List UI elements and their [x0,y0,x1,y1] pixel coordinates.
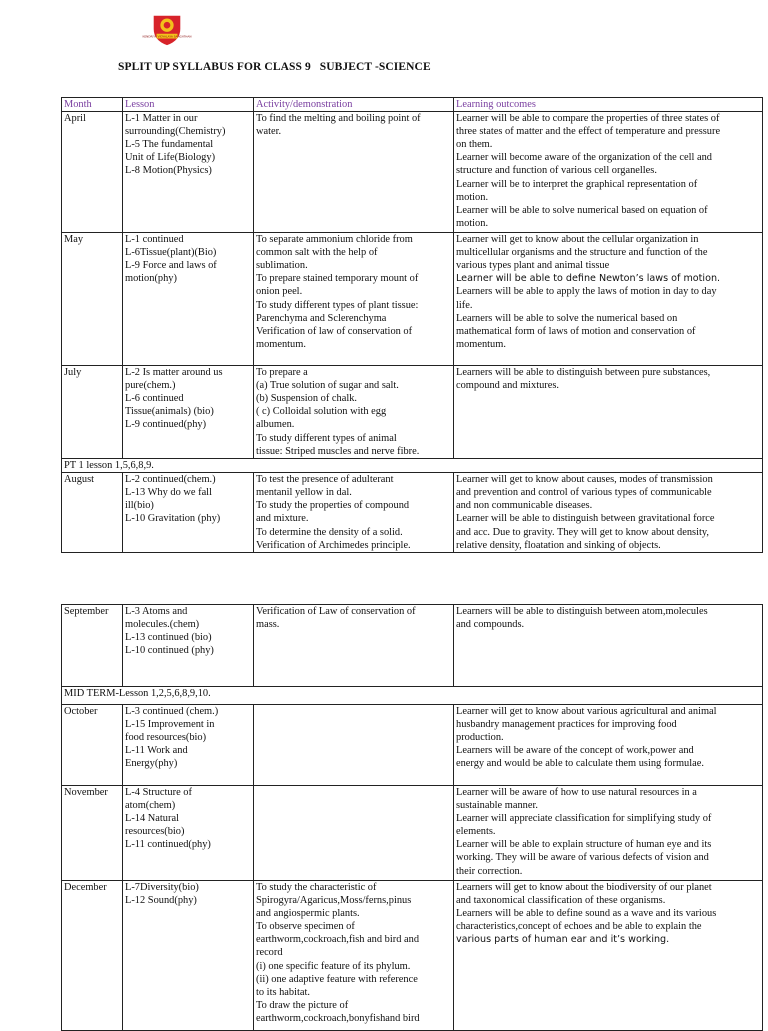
lesson-cell-line: L-12 Sound(phy) [125,895,197,907]
outcomes-cell-line: Learner will be able to compare the properties of three states of [456,113,720,125]
outcomes-cell-line: compound and mixtures. [456,380,560,392]
lesson-cell-line: motion(phy) [125,273,177,285]
outcomes-cell [454,705,763,786]
lesson-cell-line: Energy(phy) [125,758,178,770]
outcomes-cell [454,233,763,366]
outcomes-cell-line: Learner will become aware of the organization of the cell and [456,152,712,164]
lesson-cell-line: L-13 continued (bio) [125,632,212,644]
pt1-label: PT 1 lesson 1,5,6,8,9. [62,459,763,473]
activity-cell-line: ( c) Colloidal solution with egg [256,406,387,418]
midterm-label-row [62,687,763,705]
outcomes-cell-line: Learner will be able to solve numerical based on equation of [456,204,708,216]
month-cell: May [62,233,123,366]
activity-cell-line: To study the characteristic of [256,882,377,893]
month-cell: July [62,366,123,459]
outcomes-cell-line: Learner will get to know about the cellular organization in [456,234,699,246]
activity-cell [254,605,454,687]
outcomes-cell-line: energy and would be able to calculate them using formulae. [456,758,704,770]
activity-cell-line: To find the melting and boiling point of [256,113,421,125]
activity-cell-line: albumen. [256,419,295,431]
outcomes-cell-line: three states of matter and the effect of temperature and pressure [456,126,721,138]
lesson-cell-line: resources(bio) [125,826,185,838]
outcomes-cell-line: Learner will appreciate classification for simplifying study of [456,813,712,825]
outcomes-cell-line: Learners will be able to define sound as a wave and its various [456,908,717,920]
table-row [62,112,763,233]
activity-cell-line: earthworm,cockroach,fish and bird and [256,934,420,946]
outcomes-cell-line: and taxonomical classification of these organisms. [456,895,666,907]
activity-cell-line: water. [256,126,282,138]
activity-cell-line: To separate ammonium chloride from [256,234,413,246]
activity-cell-line: Parenchyma and Sclerenchyma [256,312,387,324]
column-header: Month [62,98,123,112]
outcomes-cell [454,112,763,233]
lesson-cell-line: Unit of Life(Biology) [125,152,216,164]
activity-cell-line: To prepare a [256,367,308,379]
lesson-cell-line: L-15 Improvement in [125,719,215,731]
lesson-cell-line: L-11 Work and [125,745,188,757]
activity-cell-line: (a) True solution of sugar and salt. [256,380,399,392]
activity-cell [254,705,454,786]
activity-cell-line: onion peel. [256,286,303,298]
outcomes-cell-line: motion. [456,191,489,203]
lesson-cell [123,366,254,459]
outcomes-cell-line: and compounds. [456,619,525,631]
outcomes-cell-line: characteristics,concept of echoes and be able to explain the [456,921,702,933]
activity-cell [254,366,454,459]
outcomes-cell-line: elements. [456,826,496,838]
lesson-cell-line: L-5 The fundamental [125,139,214,151]
activity-cell-line: To study different types of plant tissue: [256,299,419,311]
outcomes-cell-line: husbandry management practices for improving food [456,719,677,731]
activity-cell [254,473,454,553]
lesson-cell-line: L-2 continued(chem.) [125,474,216,486]
lesson-cell [123,786,254,881]
outcomes-cell-line: and prevention and control of various types of communicable [456,487,712,499]
lesson-cell-line: L-10 Gravitation (phy) [125,513,221,525]
lesson-cell-line: L-9 Force and laws of [125,260,217,272]
outcomes-cell [454,605,763,687]
syllabus-table-part-2 [61,604,763,1031]
activity-cell-line: Verification of Archimedes principle. [256,539,411,551]
lesson-cell [123,233,254,366]
lesson-cell-line: pure(chem.) [125,380,176,392]
outcomes-cell-line: Learner will get to know about various agricultural and animal [456,706,717,717]
outcomes-cell-line: Learner will get to know about causes, modes of transmission [456,474,713,486]
month-cell: April [62,112,123,233]
month-cell: September [62,605,123,687]
activity-cell-line: and mixture. [256,513,309,525]
table-row [62,366,763,459]
outcomes-cell-line: multicellular organisms and the structure and function of the [456,247,708,259]
activity-cell-line: To study different types of animal [256,432,397,444]
table-header-row [62,98,763,112]
column-header: Learning outcomes [454,98,763,112]
outcomes-cell-line: sustainable manner. [456,800,538,812]
midterm-label: MID TERM-Lesson 1,2,5,6,8,9,10. [62,687,763,705]
lesson-cell-line: L-6Tissue(plant)(Bio) [125,247,217,259]
activity-cell-line: To determine the density of a solid. [256,526,403,538]
activity-cell-line: tissue: Striped muscles and nerve fibre. [256,445,420,457]
lesson-cell-line: L-7Diversity(bio) [125,882,199,893]
activity-cell-line: common salt with the help of [256,247,378,259]
outcomes-cell-line: and acc. Due to gravity. They will get to know about density, [456,526,709,538]
lesson-cell-line: L-1 Matter in our [125,113,198,125]
outcomes-cell [454,366,763,459]
lesson-cell-line: molecules.(chem) [125,619,200,631]
month-cell: November [62,786,123,881]
outcomes-cell-line: production. [456,732,504,744]
outcomes-cell-line: life. [456,299,473,311]
column-header: Activity/demonstration [254,98,454,112]
lesson-cell-line: L-9 continued(phy) [125,419,207,431]
table-row [62,786,763,881]
activity-cell-line: (b) Suspension of chalk. [256,393,358,405]
activity-cell [254,233,454,366]
lesson-cell-line: food resources(bio) [125,732,207,744]
activity-cell-line: mass. [256,619,280,631]
lesson-cell-line: L-3 continued (chem.) [125,706,219,717]
outcomes-cell [454,881,763,1031]
outcomes-cell-line: and non communicable diseases. [456,500,593,512]
lesson-cell-line: L-13 Why do we fall [125,487,212,499]
outcomes-cell-line: Learner will be able to distinguish between gravitational force [456,513,715,525]
kvs-logo-icon [142,10,192,48]
lesson-cell-line: L-10 continued (phy) [125,645,214,657]
lesson-cell-line: L-11 continued(phy) [125,839,211,851]
outcomes-cell-line: relative density, floatation and sinking of objects. [456,539,661,551]
lesson-cell [123,605,254,687]
activity-cell-line: To prepare stained temporary mount of [256,273,419,285]
activity-cell [254,112,454,233]
outcomes-cell-line: Learner will be able to explain structure of human eye and its [456,839,712,851]
outcomes-cell-line: mathematical form of laws of motion and conservation of [456,325,696,337]
activity-cell-line: sublimation. [256,260,308,272]
outcomes-cell-line: Learner will be aware of how to use natural resources in a [456,787,697,798]
page-title: SPLIT UP SYLLABUS FOR CLASS 9 SUBJECT -SCIENCE [118,61,431,73]
lesson-cell [123,473,254,553]
table-row [62,705,763,786]
outcomes-cell-line: Learners will be able to apply the laws of motion in day to day [456,286,717,298]
activity-cell-line: momentum. [256,338,306,350]
lesson-cell-line: surrounding(Chemistry) [125,126,226,138]
table-row [62,233,763,366]
outcomes-cell-line: Learners will get to know about the biodiversity of our planet [456,882,712,893]
outcomes-cell-line: structure and function of various cell organelles. [456,165,657,177]
activity-cell-line: To study the properties of compound [256,500,410,512]
lesson-cell-line: ill(bio) [125,500,154,512]
activity-cell-line: mentanil yellow in dal. [256,487,352,499]
month-cell: October [62,705,123,786]
activity-cell-line: record [256,947,283,959]
activity-cell-line: To draw the picture of [256,999,349,1011]
activity-cell-line: Verification of law of conservation of [256,325,413,337]
lesson-cell-line: L-4 Structure of [125,787,192,798]
syllabus-table-part-1 [61,97,763,553]
month-cell: August [62,473,123,553]
month-cell: December [62,881,123,1031]
outcomes-cell-line: momentum. [456,338,506,350]
activity-cell-line: To observe specimen of [256,921,355,933]
activity-cell-line: (ii) one adaptive feature with reference [256,973,418,985]
activity-cell-line: to its habitat. [256,986,310,998]
lesson-cell-line: L-8 Motion(Physics) [125,165,212,177]
lesson-cell [123,881,254,1031]
column-header: Lesson [123,98,254,112]
outcomes-cell-line: Learner will be to interpret the graphical representation of [456,178,698,190]
activity-cell-line: Verification of Law of conservation of [256,606,416,617]
outcomes-cell [454,786,763,881]
lesson-cell-line: L-1 continued [125,234,184,246]
table-row [62,881,763,1031]
outcomes-cell [454,473,763,553]
activity-cell-line: and angiospermic plants. [256,908,360,920]
table-row [62,605,763,687]
outcomes-cell-line: various parts of human ear and it’s working. [456,934,670,946]
outcomes-cell-line: motion. [456,217,489,229]
outcomes-cell-line: Learners will be aware of the concept of work,power and [456,745,694,757]
activity-cell-line: Spirogyra/Agaricus,Moss/ferns,pinus [256,895,412,907]
table-row [62,473,763,553]
activity-cell-line: (i) one specific feature of its phylum. [256,960,411,972]
outcomes-cell-line: Learners will be able to distinguish between atom,molecules [456,606,708,617]
pt1-label-row [62,459,763,473]
outcomes-cell-line: various types plant and animal tissue [456,260,610,272]
outcomes-cell-line: their correction. [456,865,523,877]
activity-cell [254,881,454,1031]
activity-cell [254,786,454,881]
outcomes-cell-line: Learners will be able to solve the numerical based on [456,312,678,324]
outcomes-cell-line: Learners will be able to distinguish between pure substances, [456,367,711,379]
lesson-cell [123,705,254,786]
lesson-cell-line: atom(chem) [125,800,176,812]
outcomes-cell-line: Learner will be able to define Newton’s laws of motion. [456,273,721,285]
lesson-cell-line: L-14 Natural [125,813,179,825]
lesson-cell-line: L-3 Atoms and [125,606,188,617]
lesson-cell-line: L-2 Is matter around us [125,367,223,379]
logo-text: KENDRIYA VIDYALAYA SANGATHAN [142,34,192,39]
lesson-cell-line: L-6 continued [125,393,184,405]
activity-cell-line: To test the presence of adulterant [256,474,394,486]
lesson-cell-line: Tissue(animals) (bio) [125,406,214,418]
activity-cell-line: earthworm,cockroach,bonyfishand bird [256,1012,420,1024]
lesson-cell [123,112,254,233]
outcomes-cell-line: working. They will be aware of various defects of vision and [456,852,709,864]
outcomes-cell-line: on them. [456,139,493,151]
